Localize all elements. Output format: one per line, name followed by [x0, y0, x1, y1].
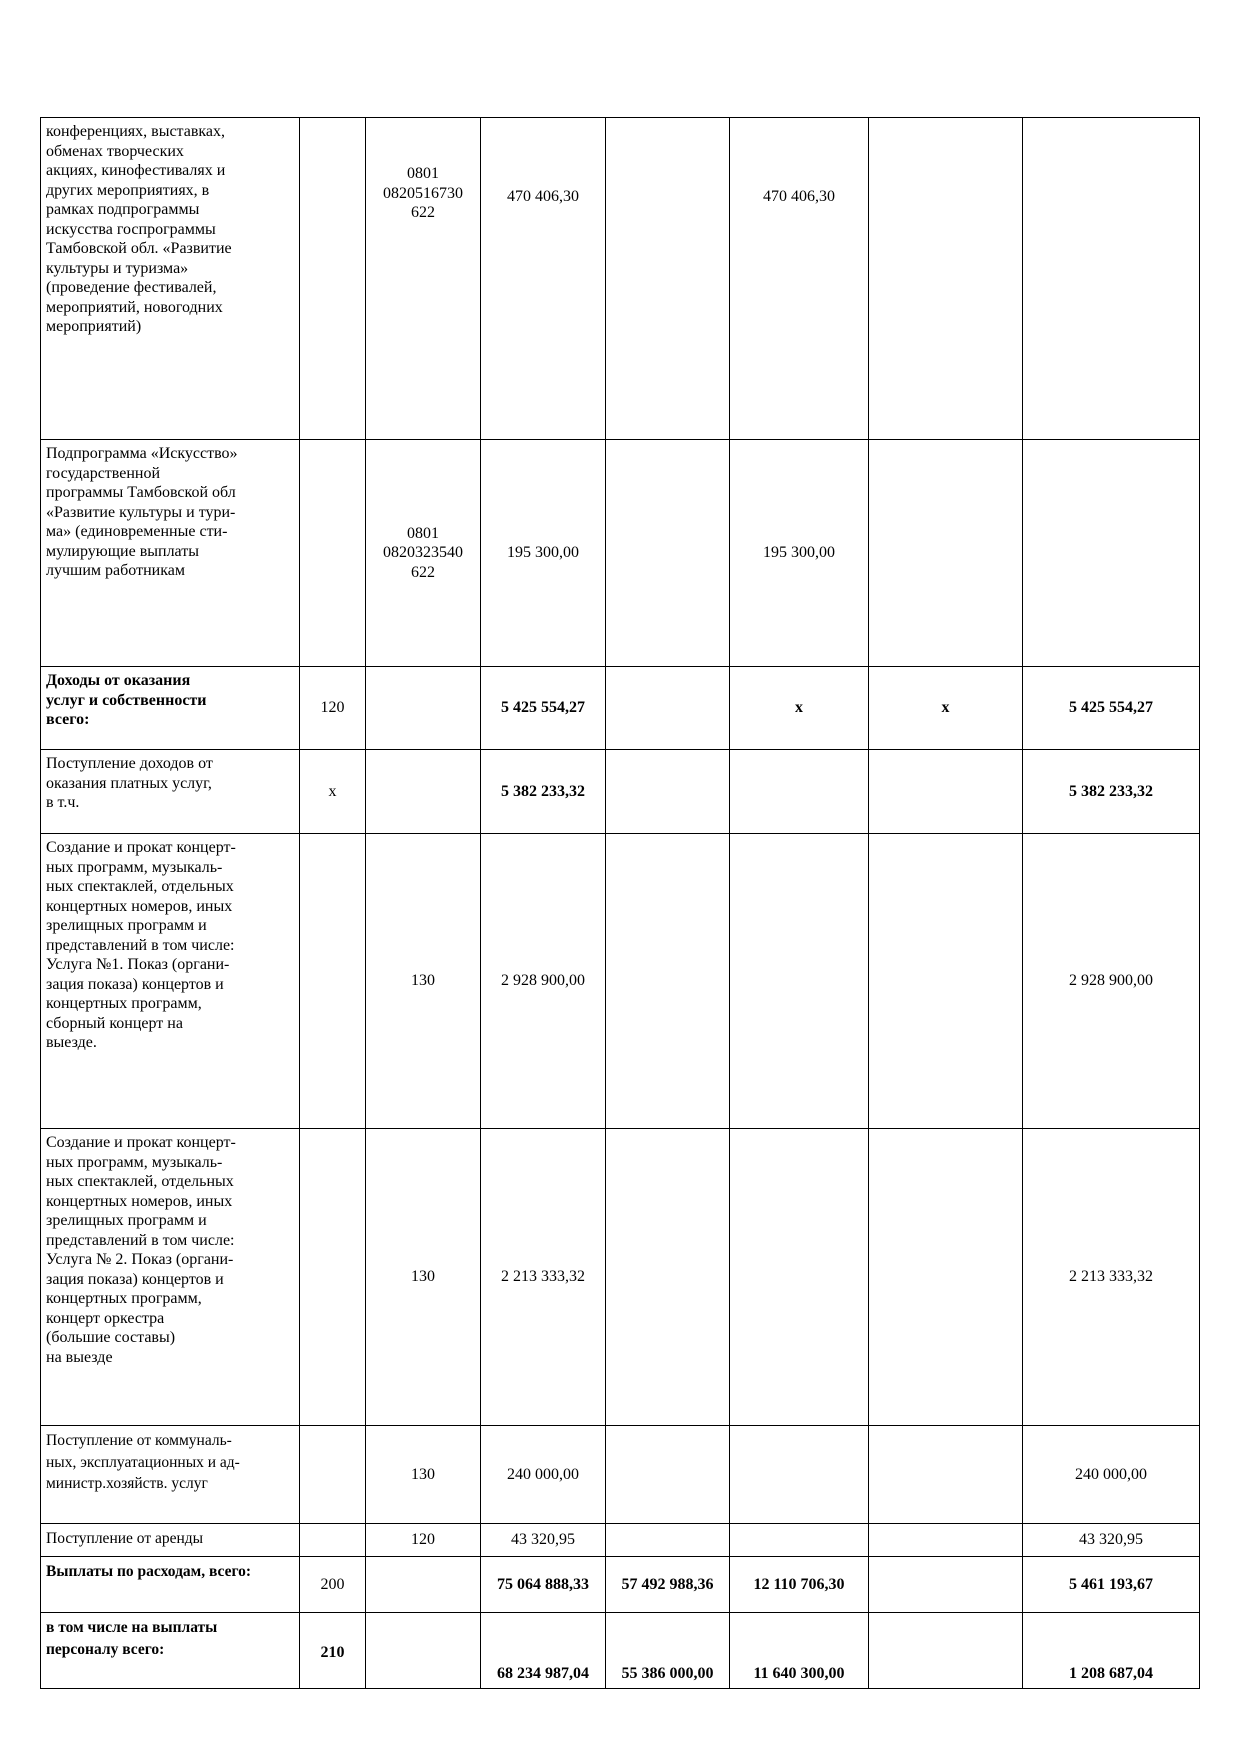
- row-description: конференциях, выставках, обменах творческих акциях, кинофестивалях и других мероприятиях, в рамках подпрограммы искусства госпрограммы Тамбовской обл. «Развитие культуры и туризма» (проведение фестивалей, мероприятий, новогодних мероприятий): [41, 118, 300, 440]
- table-row: [41, 1613, 1200, 1689]
- row-col6: 470 406,30: [730, 118, 869, 440]
- row-col6: х: [730, 667, 869, 750]
- row-col8: 5 382 233,32: [1023, 750, 1200, 834]
- row-col6: [730, 750, 869, 834]
- row-kbk: 0801 0820516730 622: [366, 118, 481, 440]
- row-col6: 195 300,00: [730, 440, 869, 667]
- row-col8: 2 213 333,32: [1023, 1129, 1200, 1426]
- row-col7: [869, 834, 1023, 1129]
- row-col7: [869, 1129, 1023, 1426]
- row-kbk: 130: [366, 834, 481, 1129]
- row-col5: [606, 750, 730, 834]
- row-description: Создание и прокат концерт- ных программ, музыкаль- ных спектаклей, отдельных концертных номеров, иных зрелищных программ и представлений в том числе: Услуга № 2. Показ (органи- зация показа) концертов и концертных программ, концерт оркестра (большие составы) на выезде: [41, 1129, 300, 1426]
- row-description: Поступление от аренды: [41, 1524, 300, 1557]
- row-code: [300, 440, 366, 667]
- row-total: 5 425 554,27: [481, 667, 606, 750]
- row-kbk: [366, 750, 481, 834]
- row-description: в том числе на выплаты персоналу всего:: [41, 1613, 300, 1689]
- row-col5: [606, 1426, 730, 1524]
- row-code: [300, 1129, 366, 1426]
- row-col5: 55 386 000,00: [606, 1613, 730, 1689]
- row-total: 43 320,95: [481, 1524, 606, 1557]
- row-description: Доходы от оказания услуг и собственности всего:: [41, 667, 300, 750]
- row-kbk: [366, 667, 481, 750]
- row-col5: [606, 118, 730, 440]
- row-total: 470 406,30: [481, 118, 606, 440]
- row-col6: 12 110 706,30: [730, 1557, 869, 1613]
- row-col5: [606, 667, 730, 750]
- row-col5: 57 492 988,36: [606, 1557, 730, 1613]
- row-total: 2 213 333,32: [481, 1129, 606, 1426]
- row-code: [300, 118, 366, 440]
- row-col8: 240 000,00: [1023, 1426, 1200, 1524]
- row-col7: [869, 750, 1023, 834]
- row-col8: 1 208 687,04: [1023, 1613, 1200, 1689]
- row-col6: [730, 1524, 869, 1557]
- row-total: 75 064 888,33: [481, 1557, 606, 1613]
- row-col8: [1023, 440, 1200, 667]
- table-row: [41, 1557, 1200, 1613]
- table-row: [41, 1524, 1200, 1557]
- row-code: 200: [300, 1557, 366, 1613]
- row-col8: 43 320,95: [1023, 1524, 1200, 1557]
- row-total: 195 300,00: [481, 440, 606, 667]
- row-total: 2 928 900,00: [481, 834, 606, 1129]
- row-col5: [606, 440, 730, 667]
- row-col7: [869, 118, 1023, 440]
- row-code: [300, 1426, 366, 1524]
- row-kbk: 0801 0820323540 622: [366, 440, 481, 667]
- row-col8: 5 425 554,27: [1023, 667, 1200, 750]
- table-row: [41, 834, 1200, 1129]
- row-kbk: 130: [366, 1426, 481, 1524]
- row-kbk: 130: [366, 1129, 481, 1426]
- row-code: [300, 1524, 366, 1557]
- row-col7: [869, 1426, 1023, 1524]
- row-col6: [730, 1426, 869, 1524]
- financial-plan-table: [40, 117, 1200, 1689]
- row-col8: [1023, 118, 1200, 440]
- row-description: Подпрограмма «Искусство» государственной программы Тамбовской обл «Развитие культуры и тури- ма» (единовременные сти- мулирующие выплаты лучшим работникам: [41, 440, 300, 667]
- row-description: Поступление от коммуналь- ных, эксплуатационных и ад- министр.хозяйств. услуг: [41, 1426, 300, 1524]
- row-description: Поступление доходов от оказания платных услуг, в т.ч.: [41, 750, 300, 834]
- table-row: [41, 118, 1200, 440]
- table-row: [41, 1129, 1200, 1426]
- row-description: Создание и прокат концерт- ных программ, музыкаль- ных спектаклей, отдельных концертных номеров, иных зрелищных программ и представлений в том числе: Услуга №1. Показ (органи- зация показа) концертов и концертных программ, сборный концерт на выезде.: [41, 834, 300, 1129]
- row-col7: х: [869, 667, 1023, 750]
- row-col5: [606, 834, 730, 1129]
- row-code: х: [300, 750, 366, 834]
- row-col7: [869, 1613, 1023, 1689]
- row-col6: [730, 834, 869, 1129]
- row-col7: [869, 440, 1023, 667]
- table-row: [41, 1426, 1200, 1524]
- table-row: [41, 440, 1200, 667]
- row-kbk: [366, 1613, 481, 1689]
- row-code: 120: [300, 667, 366, 750]
- row-total: 68 234 987,04: [481, 1613, 606, 1689]
- row-col6: [730, 1129, 869, 1426]
- table-row: [41, 750, 1200, 834]
- row-col5: [606, 1524, 730, 1557]
- row-kbk: [366, 1557, 481, 1613]
- row-total: 5 382 233,32: [481, 750, 606, 834]
- row-code: 210: [300, 1613, 366, 1689]
- row-col8: 2 928 900,00: [1023, 834, 1200, 1129]
- row-col5: [606, 1129, 730, 1426]
- row-description: Выплаты по расходам, всего:: [41, 1557, 300, 1613]
- row-total: 240 000,00: [481, 1426, 606, 1524]
- row-col7: [869, 1524, 1023, 1557]
- row-col7: [869, 1557, 1023, 1613]
- table-row: [41, 667, 1200, 750]
- row-code: [300, 834, 366, 1129]
- row-col6: 11 640 300,00: [730, 1613, 869, 1689]
- row-kbk: 120: [366, 1524, 481, 1557]
- row-col8: 5 461 193,67: [1023, 1557, 1200, 1613]
